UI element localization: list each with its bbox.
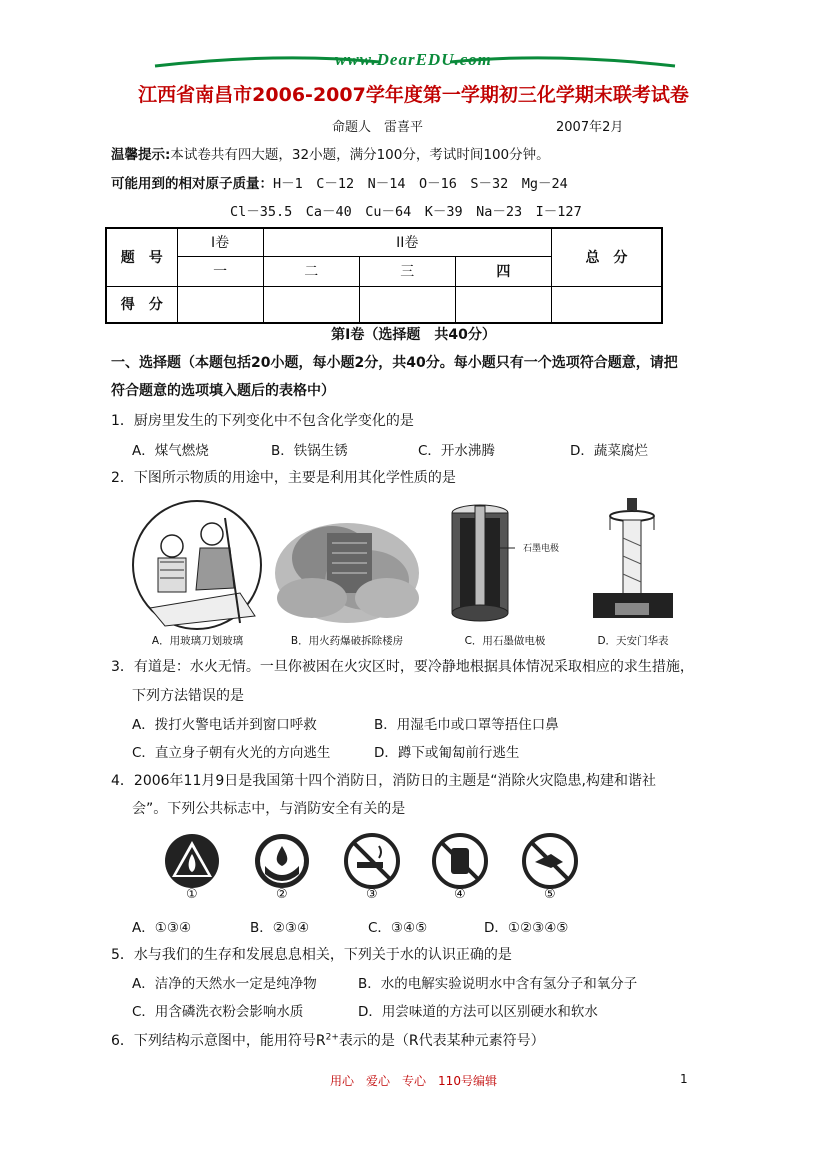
q2-caption-d: D．天安门华表 <box>597 635 669 647</box>
score-blank[interactable] <box>263 286 359 323</box>
q2-image-a[interactable] <box>130 498 265 648</box>
page-number: 1 <box>680 1072 688 1086</box>
q1-option-d[interactable]: D．蔬菜腐烂 <box>570 443 648 459</box>
q2-image-b[interactable] <box>272 498 422 648</box>
q2-caption-c: C．用石墨做电极 <box>464 635 546 647</box>
atomic-line1: H－1 C－12 N－14 O－16 S－32 Mg－24 <box>273 176 568 192</box>
q5-option-c[interactable]: C．用含磷洗衣粉会影响水质 <box>132 1004 304 1020</box>
q3-option-c[interactable]: C．直立身子朝有火光的方向逃生 <box>132 745 331 761</box>
q2-image-c[interactable] <box>435 498 575 648</box>
q4-stem-1: 4．2006年11月9日是我国第十四个消防日，消防日的主题是“消除火灾隐患,构建和谐社 <box>111 773 656 789</box>
explosion-demolition-illustration <box>272 498 422 633</box>
battery-electrode-illustration <box>435 498 575 633</box>
q6-stem-post: 表示的是（R代表某种元素符号） <box>338 1033 545 1049</box>
exam-title: 江西省南昌市2006-2007学年度第一学期初三化学期末联考试卷 <box>138 84 689 106</box>
q4-option-c[interactable]: C．③④⑤ <box>368 920 428 936</box>
score-table <box>105 227 663 324</box>
sign-label-2: ② <box>276 887 288 902</box>
date: 2007年2月 <box>556 120 624 135</box>
q1-option-a[interactable]: A．煤气燃烧 <box>132 443 209 459</box>
q1-stem: 1．厨房里发生的下列变化中不包含化学变化的是 <box>111 413 414 429</box>
sign-label-5: ⑤ <box>544 887 556 902</box>
glass-cutting-illustration <box>130 498 265 633</box>
col-3: 三 <box>359 256 455 286</box>
huabiao-column-illustration <box>583 498 683 633</box>
q4-option-a[interactable]: A．①③④ <box>132 920 192 936</box>
q2-caption-a: A．用玻璃刀划玻璃 <box>151 635 244 647</box>
no-smoking-sign-icon <box>343 832 401 890</box>
sign-label-3: ③ <box>366 887 378 902</box>
q5-stem: 5．水与我们的生存和发展息息相关，下列关于水的认识正确的是 <box>111 947 512 963</box>
q4-option-b[interactable]: B．②③④ <box>250 920 310 936</box>
q5-option-b[interactable]: B．水的电解实验说明水中含有氢分子和氧分子 <box>358 976 638 992</box>
no-firecrackers-sign-icon <box>521 832 579 890</box>
q1-option-b[interactable]: B．铁锅生锈 <box>271 443 348 459</box>
atomic-masses <box>111 172 568 192</box>
col-4: 四 <box>455 256 551 286</box>
q4-stem-2: 会”。下列公共标志中，与消防安全有关的是 <box>132 801 406 817</box>
juan1-cell: I卷 <box>177 228 263 256</box>
notice <box>111 143 550 163</box>
q2-caption-b: B．用火药爆破拆除楼房 <box>290 635 404 647</box>
q6-stem-pre: 6．下列结构示意图中，能用符号R <box>111 1033 326 1049</box>
section-title: 第Ⅰ卷（选择题 共40分） <box>331 327 496 343</box>
section-intro-1: 一、选择题（本题包括20小题，每小题2分，共40分。每小题只有一个选项符合题意，请把 <box>111 355 678 371</box>
q1-option-c[interactable]: C．开水沸腾 <box>418 443 495 459</box>
q3-option-d[interactable]: D．蹲下或匍匐前行逃生 <box>374 745 520 761</box>
flammable-warning-sign-icon <box>163 832 221 890</box>
q6-stem <box>111 1030 545 1050</box>
no-fireworks-storage-sign-icon <box>431 832 489 890</box>
water-saving-sign-icon <box>253 832 311 890</box>
col-2: 二 <box>263 256 359 286</box>
total-cell: 总 分 <box>551 228 662 286</box>
tihao-cell: 题 号 <box>106 228 177 286</box>
q3-option-b[interactable]: B．用湿毛巾或口罩等捂住口鼻 <box>374 717 559 733</box>
q3-stem-1: 3．有道是：水火无情。一旦你被困在火灾区时，要冷静地根据具体情况采取相应的求生措施， <box>111 659 694 675</box>
graphite-label: 石墨电极 <box>523 544 560 554</box>
sign-label-4: ④ <box>454 887 466 902</box>
atomic-line2: Cl－35.5 Ca－40 Cu－64 K－39 Na－23 I－127 <box>230 204 582 220</box>
q5-option-a[interactable]: A．洁净的天然水一定是纯净物 <box>132 976 317 992</box>
q2-stem: 2．下图所示物质的用途中，主要是利用其化学性质的是 <box>111 470 456 486</box>
q2-image-d[interactable] <box>583 498 683 648</box>
site-url[interactable]: www.DearEDU.com <box>335 50 492 69</box>
score-blank[interactable] <box>551 286 662 323</box>
col-1: 一 <box>177 256 263 286</box>
section-intro-2: 符合题意的选项填入题后的表格中） <box>111 383 335 399</box>
sign-label-1: ① <box>186 887 198 902</box>
score-blank[interactable] <box>177 286 263 323</box>
q3-option-a[interactable]: A．拨打火警电话并到窗口呼救 <box>132 717 317 733</box>
atomic-label: 可能用到的相对原子质量： <box>111 176 273 192</box>
notice-label: 温馨提示: <box>111 147 171 163</box>
q6-charge: 2+ <box>325 1032 339 1043</box>
score-blank[interactable] <box>455 286 551 323</box>
q4-option-d[interactable]: D．①②③④⑤ <box>484 920 569 936</box>
footer-text: 用心 爱心 专心 110号编辑 <box>330 1074 497 1088</box>
q5-option-d[interactable]: D．用尝味道的方法可以区别硬水和软水 <box>358 1004 598 1020</box>
score-blank[interactable] <box>359 286 455 323</box>
author: 命题人 雷喜平 <box>332 120 424 135</box>
q3-stem-2: 下列方法错误的是 <box>132 688 244 704</box>
notice-text: 本试卷共有四大题，32小题，满分100分，考试时间100分钟。 <box>170 147 550 163</box>
juan2-cell: II卷 <box>263 228 551 256</box>
defen-cell: 得 分 <box>106 286 177 323</box>
